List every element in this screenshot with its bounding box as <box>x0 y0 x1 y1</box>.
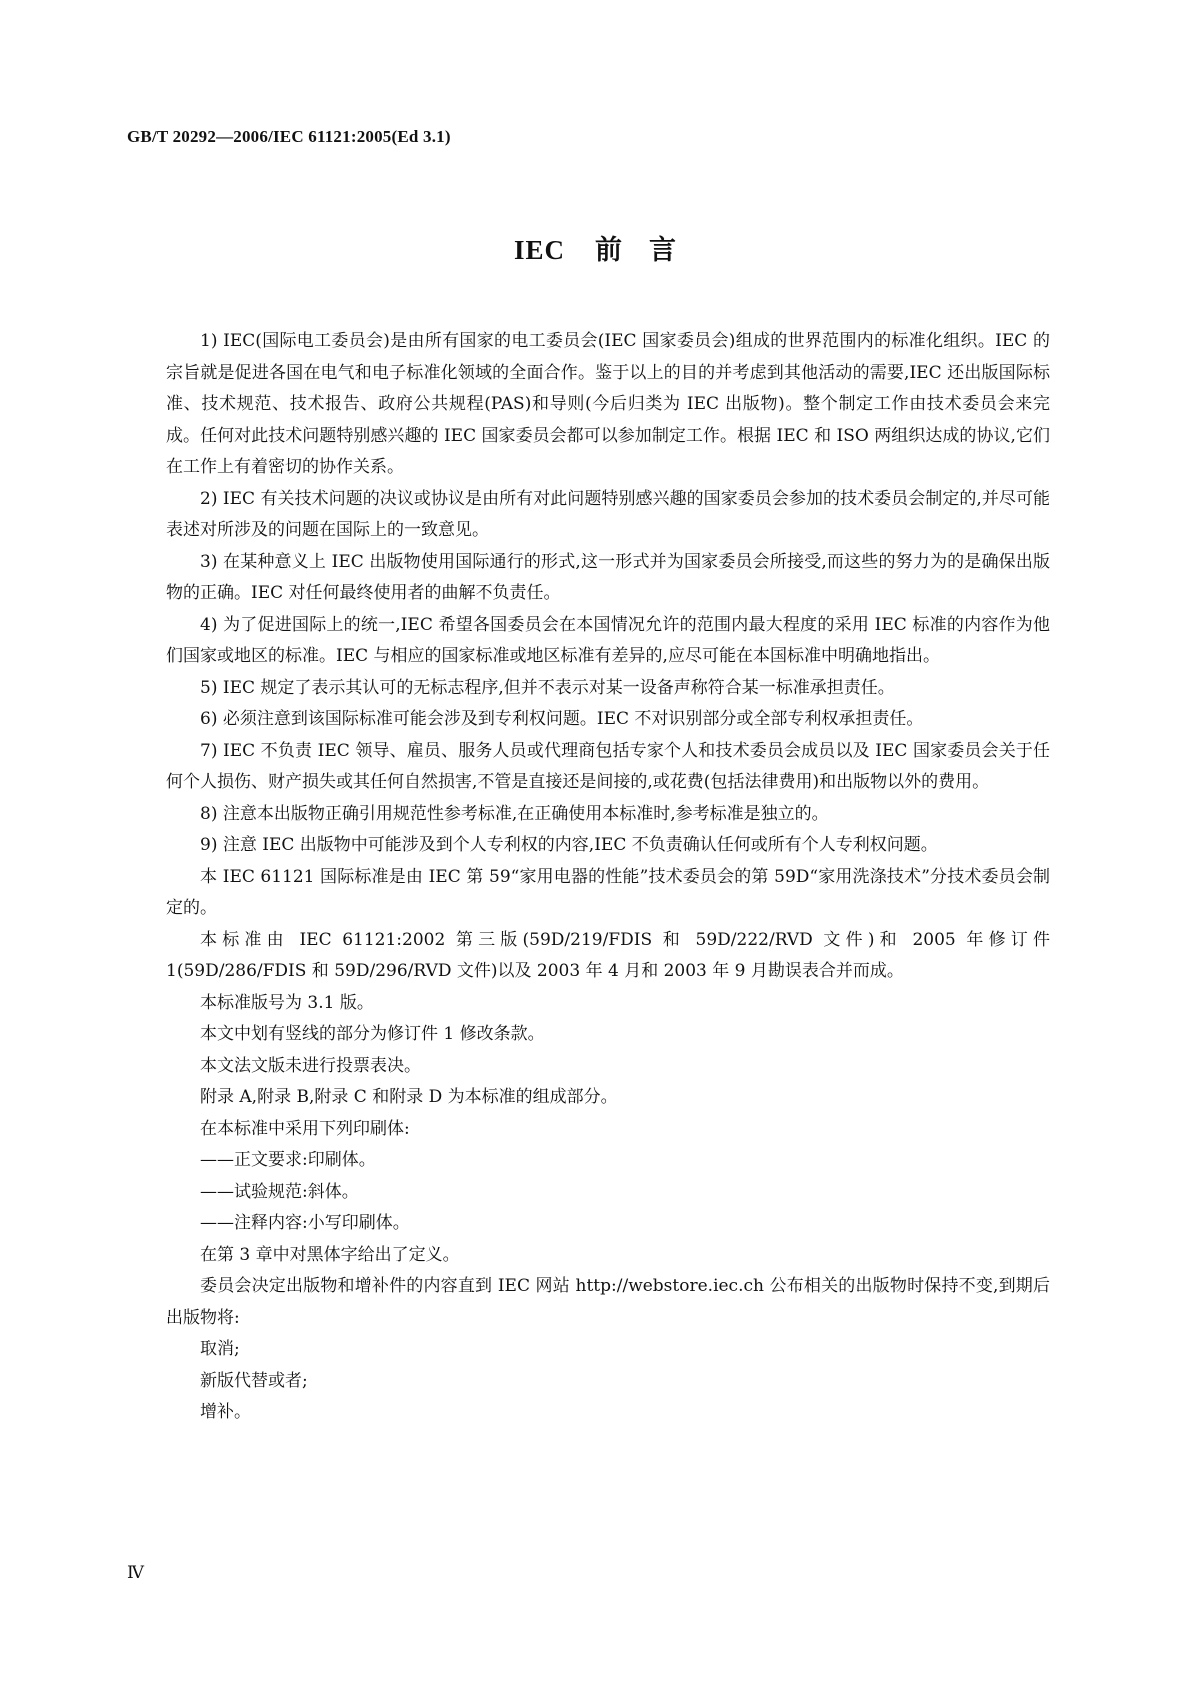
standard-number-header: GB/T 20292—2006/IEC 61121:2005(Ed 3.1) <box>127 127 451 146</box>
foreword-paragraph: 取消; <box>200 1339 240 1359</box>
foreword-paragraph: 在本标准中采用下列印刷体: <box>200 1118 410 1139</box>
typeface-list-item: ——试验规范:斜体。 <box>200 1181 359 1202</box>
foreword-paragraph: 9) 注意 IEC 出版物中可能涉及到个人专利权的内容,IEC 不负责确认任何或所有个人专利权问题。 <box>200 835 938 855</box>
foreword-paragraph: 委员会决定出版物和增补件的内容直到 IEC 网站 http://webstore.iec.ch 公布相关的出版物时保持不变,到期后出版物将: <box>166 1276 1050 1328</box>
foreword-paragraph: 附录 A,附录 B,附录 C 和附录 D 为本标准的组成部分。 <box>200 1087 618 1107</box>
foreword-paragraph: 本文中划有竖线的部分为修订件 1 修改条款。 <box>200 1024 545 1044</box>
foreword-paragraph: 3) 在某种意义上 IEC 出版物使用国际通行的形式,这一形式并为国家委员会所接受,而这些的努力为的是确保出版物的正确。IEC 对任何最终使用者的曲解不负责任。 <box>166 551 1050 603</box>
foreword-paragraph: 增补。 <box>200 1402 251 1422</box>
foreword-paragraph: 2) IEC 有关技术问题的决议或协议是由所有对此问题特别感兴趣的国家委员会参加的技术委员会制定的,并尽可能表述对所涉及的问题在国际上的一致意见。 <box>166 488 1050 540</box>
foreword-paragraph: 本标准由 IEC 61121:2002 第三版(59D/219/FDIS 和 59D/222/RVD 文件)和 2005 年修订件 1(59D/286/FDIS 和 59D/296/RVD 文件)以及 2003 年 4 月和 2003 年 9 月勘误表合并而成。 <box>166 929 1050 981</box>
foreword-paragraph: 6) 必须注意到该国际标准可能会涉及到专利权问题。IEC 不对识别部分或全部专利权承担责任。 <box>200 709 924 729</box>
title-part-iec: IEC <box>513 235 565 265</box>
typeface-list-item: ——注释内容:小写印刷体。 <box>200 1213 410 1233</box>
foreword-paragraph: 新版代替或者; <box>200 1370 308 1391</box>
page-title <box>0 228 1191 267</box>
foreword-paragraph: 5) IEC 规定了表示其认可的无标志程序,但并不表示对某一设备声称符合某一标准承担责任。 <box>200 677 895 698</box>
page-number: Ⅳ <box>127 1563 144 1582</box>
foreword-paragraph: 4) 为了促进国际上的统一,IEC 希望各国委员会在本国情况允许的范围内最大程度的采用 IEC 标准的内容作为他们国家或地区的标准。IEC 与相应的国家标准或地区标准有差异的,应尽可能在本国标准中明确地指出。 <box>166 614 1050 666</box>
foreword-paragraph: 8) 注意本出版物正确引用规范性参考标准,在正确使用本标准时,参考标准是独立的。 <box>200 803 829 824</box>
foreword-body <box>166 326 1050 1429</box>
foreword-paragraph: 在第 3 章中对黑体字给出了定义。 <box>200 1244 460 1265</box>
title-part-yan: 言 <box>649 235 677 265</box>
foreword-paragraph: 7) IEC 不负责 IEC 领导、雇员、服务人员或代理商包括专家个人和技术委员会成员以及 IEC 国家委员会关于任何个人损伤、财产损失或其任何自然损害,不管是直接还是间接的,或花费(包括法律费用)和出版物以外的费用。 <box>166 740 1050 792</box>
foreword-paragraph: 本 IEC 61121 国际标准是由 IEC 第 59“家用电器的性能”技术委员会的第 59D“家用洗涤技术”分技术委员会制定的。 <box>166 866 1050 918</box>
foreword-paragraph: 本文法文版未进行投票表决。 <box>200 1055 421 1076</box>
title-part-qian: 前 <box>595 235 623 265</box>
foreword-paragraph: 1) IEC(国际电工委员会)是由所有国家的电工委员会(IEC 国家委员会)组成的世界范围内的标准化组织。IEC 的宗旨就是促进各国在电气和电子标准化领域的全面合作。鉴于以上的目的并考虑到其他活动的需要,IEC 还出版国际标准、技术规范、技术报告、政府公共规程(PAS)和导则(今后归类为 IEC 出版物)。整个制定工作由技术委员会来完成。任何对此技术问题特别感兴趣的 IEC 国家委员会都可以参加制定工作。根据 IEC 和 ISO 两组织达成的协议,它们在工作上有着密切的协作关系。 <box>166 331 1050 477</box>
typeface-list-item: ——正文要求:印刷体。 <box>200 1150 376 1170</box>
foreword-paragraph: 本标准版号为 3.1 版。 <box>200 992 374 1013</box>
